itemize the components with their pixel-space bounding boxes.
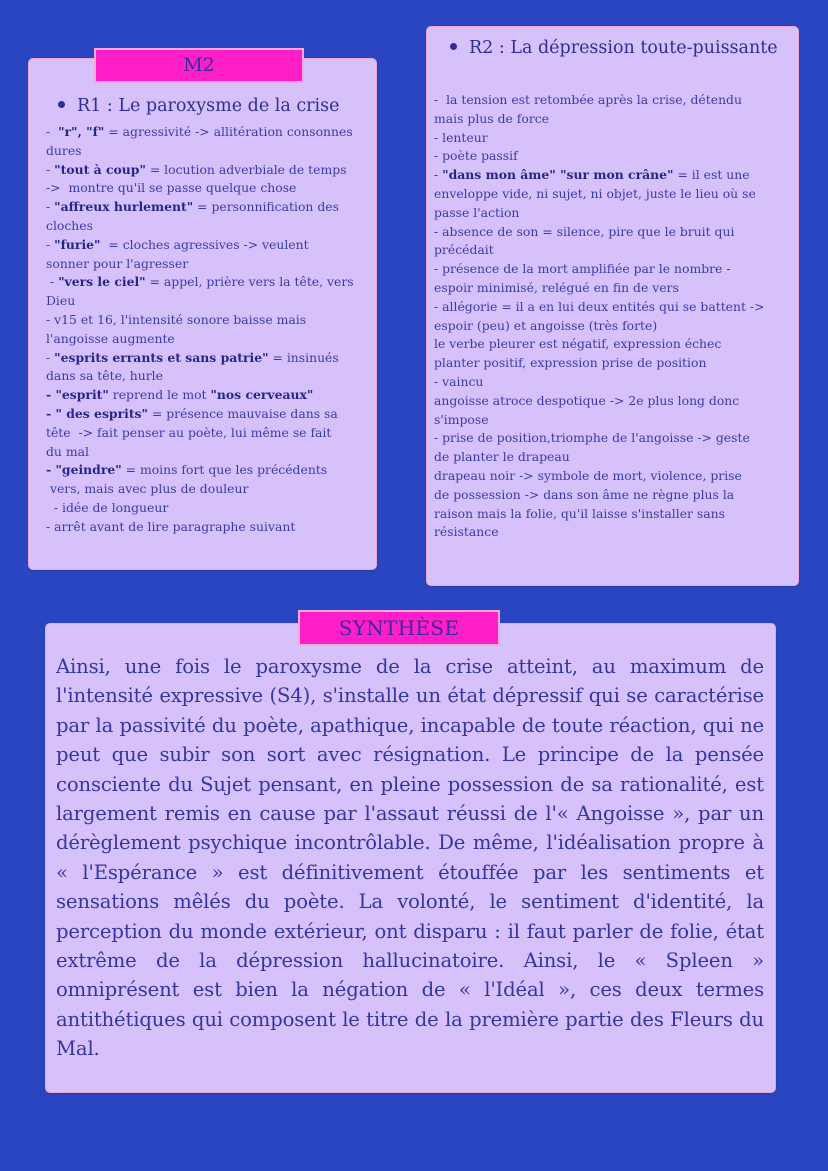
note-text: espoir minimisé, relégué en fin de vers xyxy=(434,279,679,295)
quoted-term: "esprits errants et sans patrie" xyxy=(54,349,269,365)
note-line xyxy=(46,461,376,480)
note-line xyxy=(434,185,796,204)
note-text: - arrêt avant de lire paragraphe suivant xyxy=(46,518,296,534)
note-text: Dieu xyxy=(46,293,76,309)
note-text: - xyxy=(46,274,59,290)
note-text: - vaincu xyxy=(434,373,484,389)
note-line xyxy=(434,317,796,336)
note-text: - xyxy=(46,161,55,177)
quoted-term: - "esprit" xyxy=(46,387,109,403)
note-line xyxy=(434,411,796,430)
note-line xyxy=(434,223,796,242)
r1-notes-list xyxy=(46,123,376,537)
note-text: = il est une xyxy=(673,167,750,183)
note-text: tête -> fait penser au poète, lui même se fait xyxy=(46,424,332,440)
quoted-term: "vers le ciel" xyxy=(58,274,146,290)
r2-heading-text: R2 : La dépression toute-puissante xyxy=(469,38,778,58)
note-text: - idée de longueur xyxy=(46,499,169,515)
note-line xyxy=(434,505,796,524)
note-text: passe l'action xyxy=(434,204,520,220)
note-line xyxy=(46,518,376,537)
note-text: angoisse atroce despotique -> 2e plus long donc xyxy=(434,392,740,408)
note-text: espoir (peu) et angoisse (très forte) xyxy=(434,317,658,333)
note-text: - lenteur xyxy=(434,129,488,145)
note-line xyxy=(46,142,376,161)
note-text: = cloches agressives -> veulent xyxy=(100,236,309,252)
note-text: vers, mais avec plus de douleur xyxy=(46,481,249,497)
note-text: = agressivité -> allitération consonnes xyxy=(104,124,353,139)
r2-heading xyxy=(450,38,778,58)
note-line xyxy=(434,335,796,354)
note-line xyxy=(434,91,796,110)
note-text: le verbe pleurer est négatif, expression échec xyxy=(434,336,722,352)
note-text: = présence mauvaise dans sa xyxy=(147,405,338,421)
note-text: = insinués xyxy=(268,349,339,365)
note-text: = moins fort que les précédents xyxy=(121,462,328,478)
bullet-icon xyxy=(450,43,457,50)
note-text: du mal xyxy=(46,443,89,459)
note-text: précédait xyxy=(434,242,494,258)
synthese-tag: SYNTHÈSE xyxy=(298,610,500,646)
note-line xyxy=(434,260,796,279)
note-text: de planter le drapeau xyxy=(434,449,570,465)
quoted-term: "furie" xyxy=(54,236,101,252)
note-text: - xyxy=(46,349,55,365)
note-text: - xyxy=(46,236,55,252)
note-line xyxy=(46,255,376,274)
note-line xyxy=(434,166,796,185)
note-line xyxy=(434,241,796,260)
note-text: - poète passif xyxy=(434,148,518,164)
note-line xyxy=(46,161,376,180)
note-line xyxy=(46,499,376,518)
note-line xyxy=(434,392,796,411)
note-text: dures xyxy=(46,142,82,158)
note-text: s'impose xyxy=(434,411,489,427)
note-line xyxy=(46,198,376,217)
note-line xyxy=(46,273,376,292)
note-line xyxy=(46,424,376,443)
note-line xyxy=(46,349,376,368)
note-line xyxy=(46,330,376,349)
note-line xyxy=(46,405,376,424)
synthese-paragraph: Ainsi, une fois le paroxysme de la crise atteint, au maximum de l'intensité expressive (S4), s'installe un état dépressif qui se caractérise par la passivité du poète, apathique, incapable de toute réaction, qui ne peut que subir son sort avec résignation. Le principe de la pensée consciente du Sujet pensant, en pleine possession de sa rationalité, est largement remis en cause par l'assaut réussi de l'« Angoisse », par un dérèglement psychique incontrôlable. De même, l'idéalisation propre à « l'Espérance » est définitivement étouffée par les sentiments et sensations mêlés du poète. La volonté, le sentiment d'identité, la perception du monde extérieur, ont disparu : il faut parler de folie, état extrême de la dépression hallucinatoire. Ainsi, le « Spleen » omniprésent est bien la négation de « l'Idéal », ces deux termes antithétiques qui composent le titre de la première partie des Fleurs du Mal. xyxy=(56,655,764,1061)
r1-heading xyxy=(58,96,339,116)
note-text: - prise de position,triomphe de l'angoisse -> geste xyxy=(434,430,750,446)
note-line xyxy=(434,467,796,486)
note-line xyxy=(46,292,376,311)
note-text: dans sa tête, hurle xyxy=(46,368,163,384)
quoted-term: "nos cerveaux" xyxy=(210,387,314,403)
note-text: enveloppe vide, ni sujet, ni objet, juste le lieu où se xyxy=(434,185,756,201)
note-text: - la tension est retombée après la crise, détendu xyxy=(434,92,742,107)
note-line xyxy=(46,217,376,236)
note-line xyxy=(46,123,376,142)
note-line xyxy=(434,204,796,223)
note-text: planter positif, expression prise de position xyxy=(434,355,707,371)
note-text: - allégorie = il a en lui deux entités qui se battent -> xyxy=(434,298,765,314)
note-text: - xyxy=(46,199,55,215)
note-text: - xyxy=(434,167,443,183)
note-line xyxy=(434,129,796,148)
note-text: de possession -> dans son âme ne règne plus la xyxy=(434,486,735,502)
note-text: - absence de son = silence, pire que le bruit qui xyxy=(434,223,735,239)
note-text: reprend le mot xyxy=(108,387,211,403)
r2-notes-list xyxy=(434,91,796,542)
note-text: mais plus de force xyxy=(434,110,550,126)
note-line xyxy=(46,236,376,255)
note-line xyxy=(434,298,796,317)
note-line xyxy=(434,279,796,298)
note-line xyxy=(46,443,376,462)
note-line xyxy=(46,480,376,499)
quoted-term: "tout à coup" xyxy=(54,161,146,177)
note-text: drapeau noir -> symbole de mort, violence, prise xyxy=(434,467,742,483)
quoted-term: - " des esprits" xyxy=(46,405,148,421)
note-text: = appel, prière vers la tête, vers xyxy=(145,274,354,290)
quoted-term: "affreux hurlement" xyxy=(54,199,194,215)
note-line xyxy=(434,354,796,373)
note-text: - v15 et 16, l'intensité sonore baisse mais xyxy=(46,311,307,327)
note-text: sonner pour l'agresser xyxy=(46,255,189,271)
quoted-term: - "geindre" xyxy=(46,462,122,478)
bullet-icon xyxy=(58,101,65,108)
quoted-term: "dans mon âme" "sur mon crâne" xyxy=(442,167,674,183)
note-line xyxy=(46,367,376,386)
note-text: = personnification des xyxy=(193,199,339,215)
r1-heading-text: R1 : Le paroxysme de la crise xyxy=(77,96,340,116)
note-line xyxy=(46,311,376,330)
note-text: raison mais la folie, qu'il laisse s'installer sans xyxy=(434,505,725,521)
note-text: résistance xyxy=(434,524,499,540)
note-line xyxy=(46,179,376,198)
note-line xyxy=(434,523,796,542)
note-text: - xyxy=(46,124,59,139)
note-text: -> montre qu'il se passe quelque chose xyxy=(46,180,297,196)
note-line xyxy=(434,373,796,392)
note-text: - présence de la mort amplifiée par le nombre - xyxy=(434,261,731,277)
note-line xyxy=(434,429,796,448)
quoted-term: "r", "f" xyxy=(58,124,105,139)
note-line xyxy=(434,448,796,467)
note-line xyxy=(434,147,796,166)
note-text: = locution adverbiale de temps xyxy=(145,161,347,177)
note-line xyxy=(434,110,796,129)
note-text: cloches xyxy=(46,217,93,233)
note-line xyxy=(46,386,376,405)
note-line xyxy=(434,486,796,505)
note-text: l'angoisse augmente xyxy=(46,330,175,346)
m2-tag: M2 xyxy=(94,48,304,83)
